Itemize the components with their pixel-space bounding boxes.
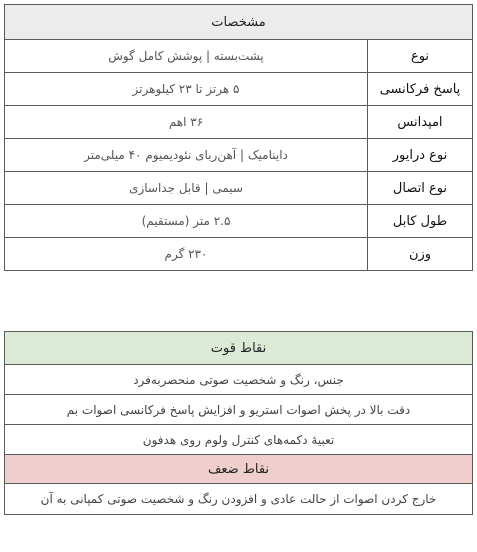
spec-row bbox=[5, 205, 473, 238]
pro-item: تعبیهٔ دکمه‌های کنترل ولوم روی هدفون bbox=[5, 425, 473, 455]
spec-value-driver: داینامیک | آهن‌ربای نئودیمیوم ۴۰ میلی‌متر bbox=[5, 139, 368, 172]
spec-label-weight: وزن bbox=[368, 238, 473, 271]
spec-row bbox=[5, 106, 473, 139]
spec-row bbox=[5, 40, 473, 73]
pro-item: دقت بالا در پخش اصوات استریو و افزایش پاسخ فرکانسی اصوات بم bbox=[5, 395, 473, 425]
cons-title: نقاط ضعف bbox=[5, 455, 473, 484]
spec-row bbox=[5, 172, 473, 205]
spec-label-cable-length: طول کابل bbox=[368, 205, 473, 238]
specs-header-row bbox=[5, 5, 473, 40]
pros-cons-table bbox=[4, 331, 473, 515]
spec-label-type: نوع bbox=[368, 40, 473, 73]
pros-header-row bbox=[5, 332, 473, 365]
list-item bbox=[5, 395, 473, 425]
spec-row bbox=[5, 73, 473, 106]
spec-value-cable-length: ۲.۵ متر (مستقیم) bbox=[5, 205, 368, 238]
cons-header-row bbox=[5, 455, 473, 484]
pros-title: نقاط قوت bbox=[5, 332, 473, 365]
con-item: خارج کردن اصوات از حالت عادی و افزودن رنگ و شخصیت صوتی کمپانی به آن bbox=[5, 484, 473, 515]
list-item bbox=[5, 484, 473, 515]
spec-label-connection: نوع اتصال bbox=[368, 172, 473, 205]
pro-item: جنس، رنگ و شخصیت صوتی منحصربه‌فرد bbox=[5, 365, 473, 395]
spec-value-type: پشت‌بسته | پوشش کامل گوش bbox=[5, 40, 368, 73]
spec-row bbox=[5, 139, 473, 172]
spec-value-frequency: ۵ هرتز تا ۲۳ کیلوهرتز bbox=[5, 73, 368, 106]
spec-label-driver: نوع درایور bbox=[368, 139, 473, 172]
spec-label-impedance: امپدانس bbox=[368, 106, 473, 139]
specs-table bbox=[4, 4, 473, 271]
spec-label-frequency: پاسخ فرکانسی bbox=[368, 73, 473, 106]
list-item bbox=[5, 425, 473, 455]
spec-row bbox=[5, 238, 473, 271]
spec-value-connection: سیمی | قابل جداسازی bbox=[5, 172, 368, 205]
specs-title: مشخصات bbox=[5, 5, 473, 40]
spec-value-weight: ۲۳۰ گرم bbox=[5, 238, 368, 271]
spec-value-impedance: ۳۶ اهم bbox=[5, 106, 368, 139]
list-item bbox=[5, 365, 473, 395]
